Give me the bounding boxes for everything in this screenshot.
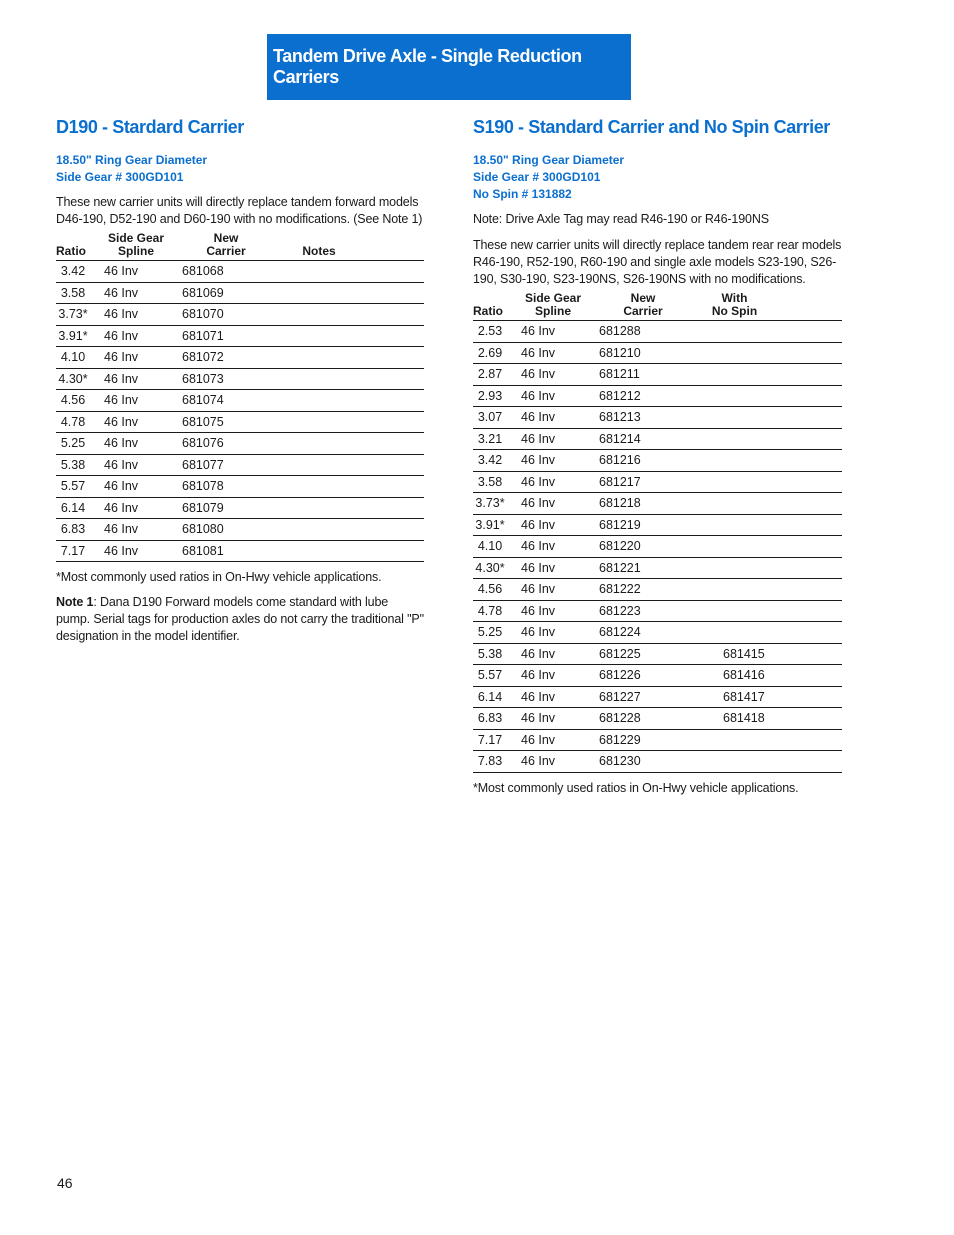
- header-carrier: New Carrier: [206, 231, 246, 258]
- table-row: [473, 665, 842, 687]
- nospin-cell: [687, 364, 842, 386]
- table-row: [56, 261, 424, 283]
- table-row: [473, 557, 842, 579]
- table-row: [473, 708, 842, 730]
- header-carrier: New Carrier: [623, 291, 663, 318]
- ratio-cell: 4.30*: [58, 371, 88, 386]
- spec-line: Side Gear # 300GD101: [473, 170, 601, 184]
- ratio-cell: 5.57: [477, 668, 503, 682]
- ratio-cell: 5.25: [477, 625, 503, 639]
- table-row: [473, 643, 842, 665]
- spline-cell: 46 Inv: [104, 522, 139, 536]
- ratio-cell: 3.58: [477, 474, 503, 489]
- nospin-cell: 681417: [723, 689, 765, 704]
- nospin-cell: [687, 729, 842, 751]
- spline-cell: 46 Inv: [104, 264, 139, 278]
- spec-line: Side Gear # 300GD101: [56, 170, 184, 184]
- s190-footnote: *Most commonly used ratios in On-Hwy vehicle applications.: [473, 780, 799, 795]
- carrier-cell: 681070: [182, 307, 224, 321]
- spline-cell: 46 Inv: [521, 388, 556, 403]
- nospin-cell: [687, 622, 842, 644]
- carrier-cell: 681222: [599, 582, 641, 596]
- nospin-cell: [687, 428, 842, 450]
- table-row: [56, 368, 424, 390]
- carrier-cell: 681217: [599, 474, 641, 489]
- table-row: [473, 342, 842, 364]
- carrier-cell: 681230: [599, 754, 641, 768]
- ratio-cell: 5.25: [60, 436, 86, 450]
- table-row: [473, 407, 842, 429]
- ratio-cell: 3.21: [477, 431, 503, 446]
- spline-cell: 46 Inv: [521, 560, 556, 575]
- carrier-cell: 681220: [599, 539, 641, 553]
- notes-cell: [270, 261, 424, 283]
- d190-table-body: [56, 261, 424, 562]
- spline-cell: 46 Inv: [521, 668, 556, 682]
- ratio-cell: 2.53: [477, 324, 503, 338]
- table-row: [56, 411, 424, 433]
- spline-cell: 46 Inv: [521, 453, 556, 467]
- header-notes: Notes: [302, 244, 336, 258]
- spline-cell: 46 Inv: [521, 754, 556, 768]
- nospin-cell: 681418: [723, 711, 765, 725]
- page-number: 46: [57, 1175, 73, 1191]
- carrier-cell: 681229: [599, 732, 641, 747]
- spline-cell: 46 Inv: [521, 539, 556, 553]
- s190-section: [473, 116, 842, 797]
- carrier-cell: 681069: [182, 285, 224, 300]
- spline-cell: 46 Inv: [521, 689, 556, 704]
- table-row: [473, 450, 842, 472]
- ratio-cell: 6.14: [60, 500, 86, 515]
- ratio-cell: 2.69: [477, 345, 503, 360]
- ratio-cell: 4.78: [477, 603, 503, 618]
- table-row: [473, 364, 842, 386]
- spline-cell: 46 Inv: [521, 345, 556, 360]
- spline-cell: 46 Inv: [521, 582, 556, 596]
- table-row: [56, 519, 424, 541]
- notes-cell: [270, 497, 424, 519]
- spline-cell: 46 Inv: [521, 431, 556, 446]
- carrier-cell: 681210: [599, 345, 641, 360]
- banner-title: Tandem Drive Axle - Single Reduction Carriers: [273, 46, 582, 87]
- nospin-cell: [687, 536, 842, 558]
- ratio-cell: 6.14: [477, 689, 503, 704]
- header-spline: Side Gear Spline: [107, 231, 165, 258]
- nospin-cell: [687, 600, 842, 622]
- spline-cell: 46 Inv: [521, 474, 556, 489]
- nospin-cell: [687, 385, 842, 407]
- spline-cell: 46 Inv: [521, 324, 556, 338]
- nospin-cell: [687, 493, 842, 515]
- nospin-cell: [687, 321, 842, 343]
- ratio-cell: 4.78: [60, 414, 86, 429]
- nospin-cell: [687, 751, 842, 773]
- ratio-cell: 6.83: [60, 522, 86, 536]
- spline-cell: 46 Inv: [521, 732, 556, 747]
- carrier-cell: 681288: [599, 324, 641, 338]
- table-row: [56, 390, 424, 412]
- note1-text: : Dana D190 Forward models come standard with lube pump. Serial tags for production axles do not carry the traditional "P" designation in the model identifier.: [56, 595, 424, 643]
- carrier-cell: 681081: [182, 543, 224, 558]
- notes-cell: [270, 368, 424, 390]
- carrier-cell: 681226: [599, 668, 641, 682]
- spec-line: 18.50" Ring Gear Diameter: [56, 153, 208, 167]
- s190-title: S190 - Standard Carrier and No Spin Carrier: [473, 117, 830, 137]
- table-row: [473, 600, 842, 622]
- ratio-cell: 3.07: [477, 410, 503, 424]
- carrier-cell: 681216: [599, 453, 641, 467]
- carrier-cell: 681078: [182, 479, 224, 493]
- s190-specs: [473, 152, 842, 203]
- spline-cell: 46 Inv: [521, 603, 556, 618]
- carrier-cell: 681219: [599, 517, 641, 532]
- carrier-cell: 681074: [182, 393, 224, 407]
- nospin-cell: [687, 342, 842, 364]
- d190-note1: [56, 594, 424, 645]
- ratio-cell: 3.91*: [58, 328, 88, 343]
- carrier-cell: 681072: [182, 350, 224, 364]
- table-row: [473, 686, 842, 708]
- ratio-cell: 4.30*: [475, 560, 505, 575]
- carrier-cell: 681223: [599, 603, 641, 618]
- d190-title: D190 - Stardard Carrier: [56, 117, 244, 137]
- carrier-cell: 681218: [599, 496, 641, 510]
- ratio-cell: 2.93: [477, 388, 503, 403]
- header-nospin: With No Spin: [711, 291, 758, 318]
- spline-cell: 46 Inv: [104, 457, 139, 472]
- spline-cell: 46 Inv: [521, 410, 556, 424]
- carrier-cell: 681075: [182, 414, 224, 429]
- spline-cell: 46 Inv: [521, 625, 556, 639]
- nospin-cell: [687, 514, 842, 536]
- notes-cell: [270, 411, 424, 433]
- carrier-cell: 681071: [182, 328, 224, 343]
- carrier-cell: 681227: [599, 689, 641, 704]
- ratio-cell: 4.10: [477, 539, 503, 553]
- s190-intro: These new carrier units will directly replace tandem rear rear models R46-190, R52-190, R60-190 and single axle models S23-190, S26-190, S30-190, S23-190NS, S26-190NS with no modifications.: [473, 238, 842, 286]
- spline-cell: 46 Inv: [104, 436, 139, 450]
- ratio-cell: 5.38: [477, 646, 503, 661]
- table-row: [473, 729, 842, 751]
- carrier-cell: 681077: [182, 457, 224, 472]
- ratio-cell: 3.42: [60, 264, 86, 278]
- ratio-cell: 2.87: [477, 367, 503, 381]
- table-row: [56, 476, 424, 498]
- ratio-cell: 5.57: [60, 479, 86, 493]
- spline-cell: 46 Inv: [521, 517, 556, 532]
- nospin-cell: [687, 579, 842, 601]
- ratio-cell: 7.17: [60, 543, 86, 558]
- nospin-cell: [687, 471, 842, 493]
- ratio-cell: 4.10: [60, 350, 86, 364]
- ratio-cell: 7.83: [477, 754, 503, 768]
- nospin-cell: [687, 450, 842, 472]
- spline-cell: 46 Inv: [104, 393, 139, 407]
- table-row: [473, 751, 842, 773]
- carrier-cell: 681212: [599, 388, 641, 403]
- ratio-cell: 7.17: [477, 732, 503, 747]
- table-row: [473, 514, 842, 536]
- table-row: [56, 540, 424, 562]
- notes-cell: [270, 347, 424, 369]
- notes-cell: [270, 282, 424, 304]
- ratio-cell: 3.58: [60, 285, 86, 300]
- carrier-cell: 681076: [182, 436, 224, 450]
- notes-cell: [270, 433, 424, 455]
- header-ratio: Ratio: [56, 244, 86, 258]
- carrier-cell: 681221: [599, 560, 641, 575]
- nospin-cell: 681415: [723, 646, 765, 661]
- spline-cell: 46 Inv: [104, 371, 139, 386]
- d190-section: [56, 116, 424, 645]
- table-row: [56, 325, 424, 347]
- table-row: [473, 536, 842, 558]
- notes-cell: [270, 325, 424, 347]
- table-header-row: [473, 292, 842, 321]
- d190-intro: These new carrier units will directly replace tandem forward models D46-190, D52-190 and D60-190 with no modifications. (See Note 1): [56, 195, 423, 226]
- carrier-cell: 681079: [182, 500, 224, 515]
- table-row: [473, 385, 842, 407]
- ratio-cell: 4.56: [60, 393, 86, 407]
- s190-table: [473, 292, 842, 773]
- notes-cell: [270, 519, 424, 541]
- notes-cell: [270, 304, 424, 326]
- spline-cell: 46 Inv: [104, 328, 139, 343]
- spline-cell: 46 Inv: [521, 711, 556, 725]
- section-banner: [267, 34, 631, 100]
- spline-cell: 46 Inv: [521, 367, 556, 381]
- carrier-cell: 681073: [182, 371, 224, 386]
- ratio-cell: 3.42: [477, 453, 503, 467]
- table-row: [473, 428, 842, 450]
- table-row: [56, 304, 424, 326]
- table-header-row: [56, 232, 424, 261]
- table-row: [56, 433, 424, 455]
- s190-tag-note: Note: Drive Axle Tag may read R46-190 or R46-190NS: [473, 212, 769, 226]
- d190-specs: [56, 152, 424, 186]
- table-row: [473, 579, 842, 601]
- table-row: [56, 497, 424, 519]
- ratio-cell: 3.73*: [475, 496, 505, 510]
- ratio-cell: 3.91*: [475, 517, 505, 532]
- table-row: [473, 321, 842, 343]
- note1-label: Note 1: [56, 595, 94, 609]
- spline-cell: 46 Inv: [104, 285, 139, 300]
- carrier-cell: 681224: [599, 625, 641, 639]
- table-row: [56, 347, 424, 369]
- carrier-cell: 681068: [182, 264, 224, 278]
- d190-footnote: *Most commonly used ratios in On-Hwy vehicle applications.: [56, 570, 382, 584]
- notes-cell: [270, 454, 424, 476]
- spline-cell: 46 Inv: [104, 500, 139, 515]
- carrier-cell: 681214: [599, 431, 641, 446]
- notes-cell: [270, 476, 424, 498]
- carrier-cell: 681228: [599, 711, 641, 725]
- table-row: [473, 622, 842, 644]
- spline-cell: 46 Inv: [521, 646, 556, 661]
- table-row: [56, 454, 424, 476]
- carrier-cell: 681211: [599, 367, 640, 381]
- nospin-cell: [687, 557, 842, 579]
- table-row: [56, 282, 424, 304]
- spline-cell: 46 Inv: [521, 496, 556, 510]
- s190-table-body: [473, 321, 842, 773]
- notes-cell: [270, 540, 424, 562]
- table-row: [473, 471, 842, 493]
- nospin-cell: 681416: [723, 668, 765, 682]
- spline-cell: 46 Inv: [104, 307, 139, 321]
- header-ratio: Ratio: [473, 304, 503, 318]
- spline-cell: 46 Inv: [104, 479, 139, 493]
- carrier-cell: 681225: [599, 646, 641, 661]
- nospin-cell: [687, 407, 842, 429]
- carrier-cell: 681080: [182, 522, 224, 536]
- ratio-cell: 4.56: [477, 582, 503, 596]
- spec-line: 18.50" Ring Gear Diameter: [473, 153, 625, 167]
- ratio-cell: 3.73*: [58, 307, 88, 321]
- d190-table: [56, 232, 424, 562]
- spec-line: No Spin # 131882: [473, 187, 572, 201]
- spline-cell: 46 Inv: [104, 414, 139, 429]
- spline-cell: 46 Inv: [104, 543, 139, 558]
- notes-cell: [270, 390, 424, 412]
- carrier-cell: 681213: [599, 410, 641, 424]
- ratio-cell: 6.83: [477, 711, 503, 725]
- ratio-cell: 5.38: [60, 457, 86, 472]
- header-spline: Side Gear Spline: [524, 291, 582, 318]
- table-row: [473, 493, 842, 515]
- spline-cell: 46 Inv: [104, 350, 139, 364]
